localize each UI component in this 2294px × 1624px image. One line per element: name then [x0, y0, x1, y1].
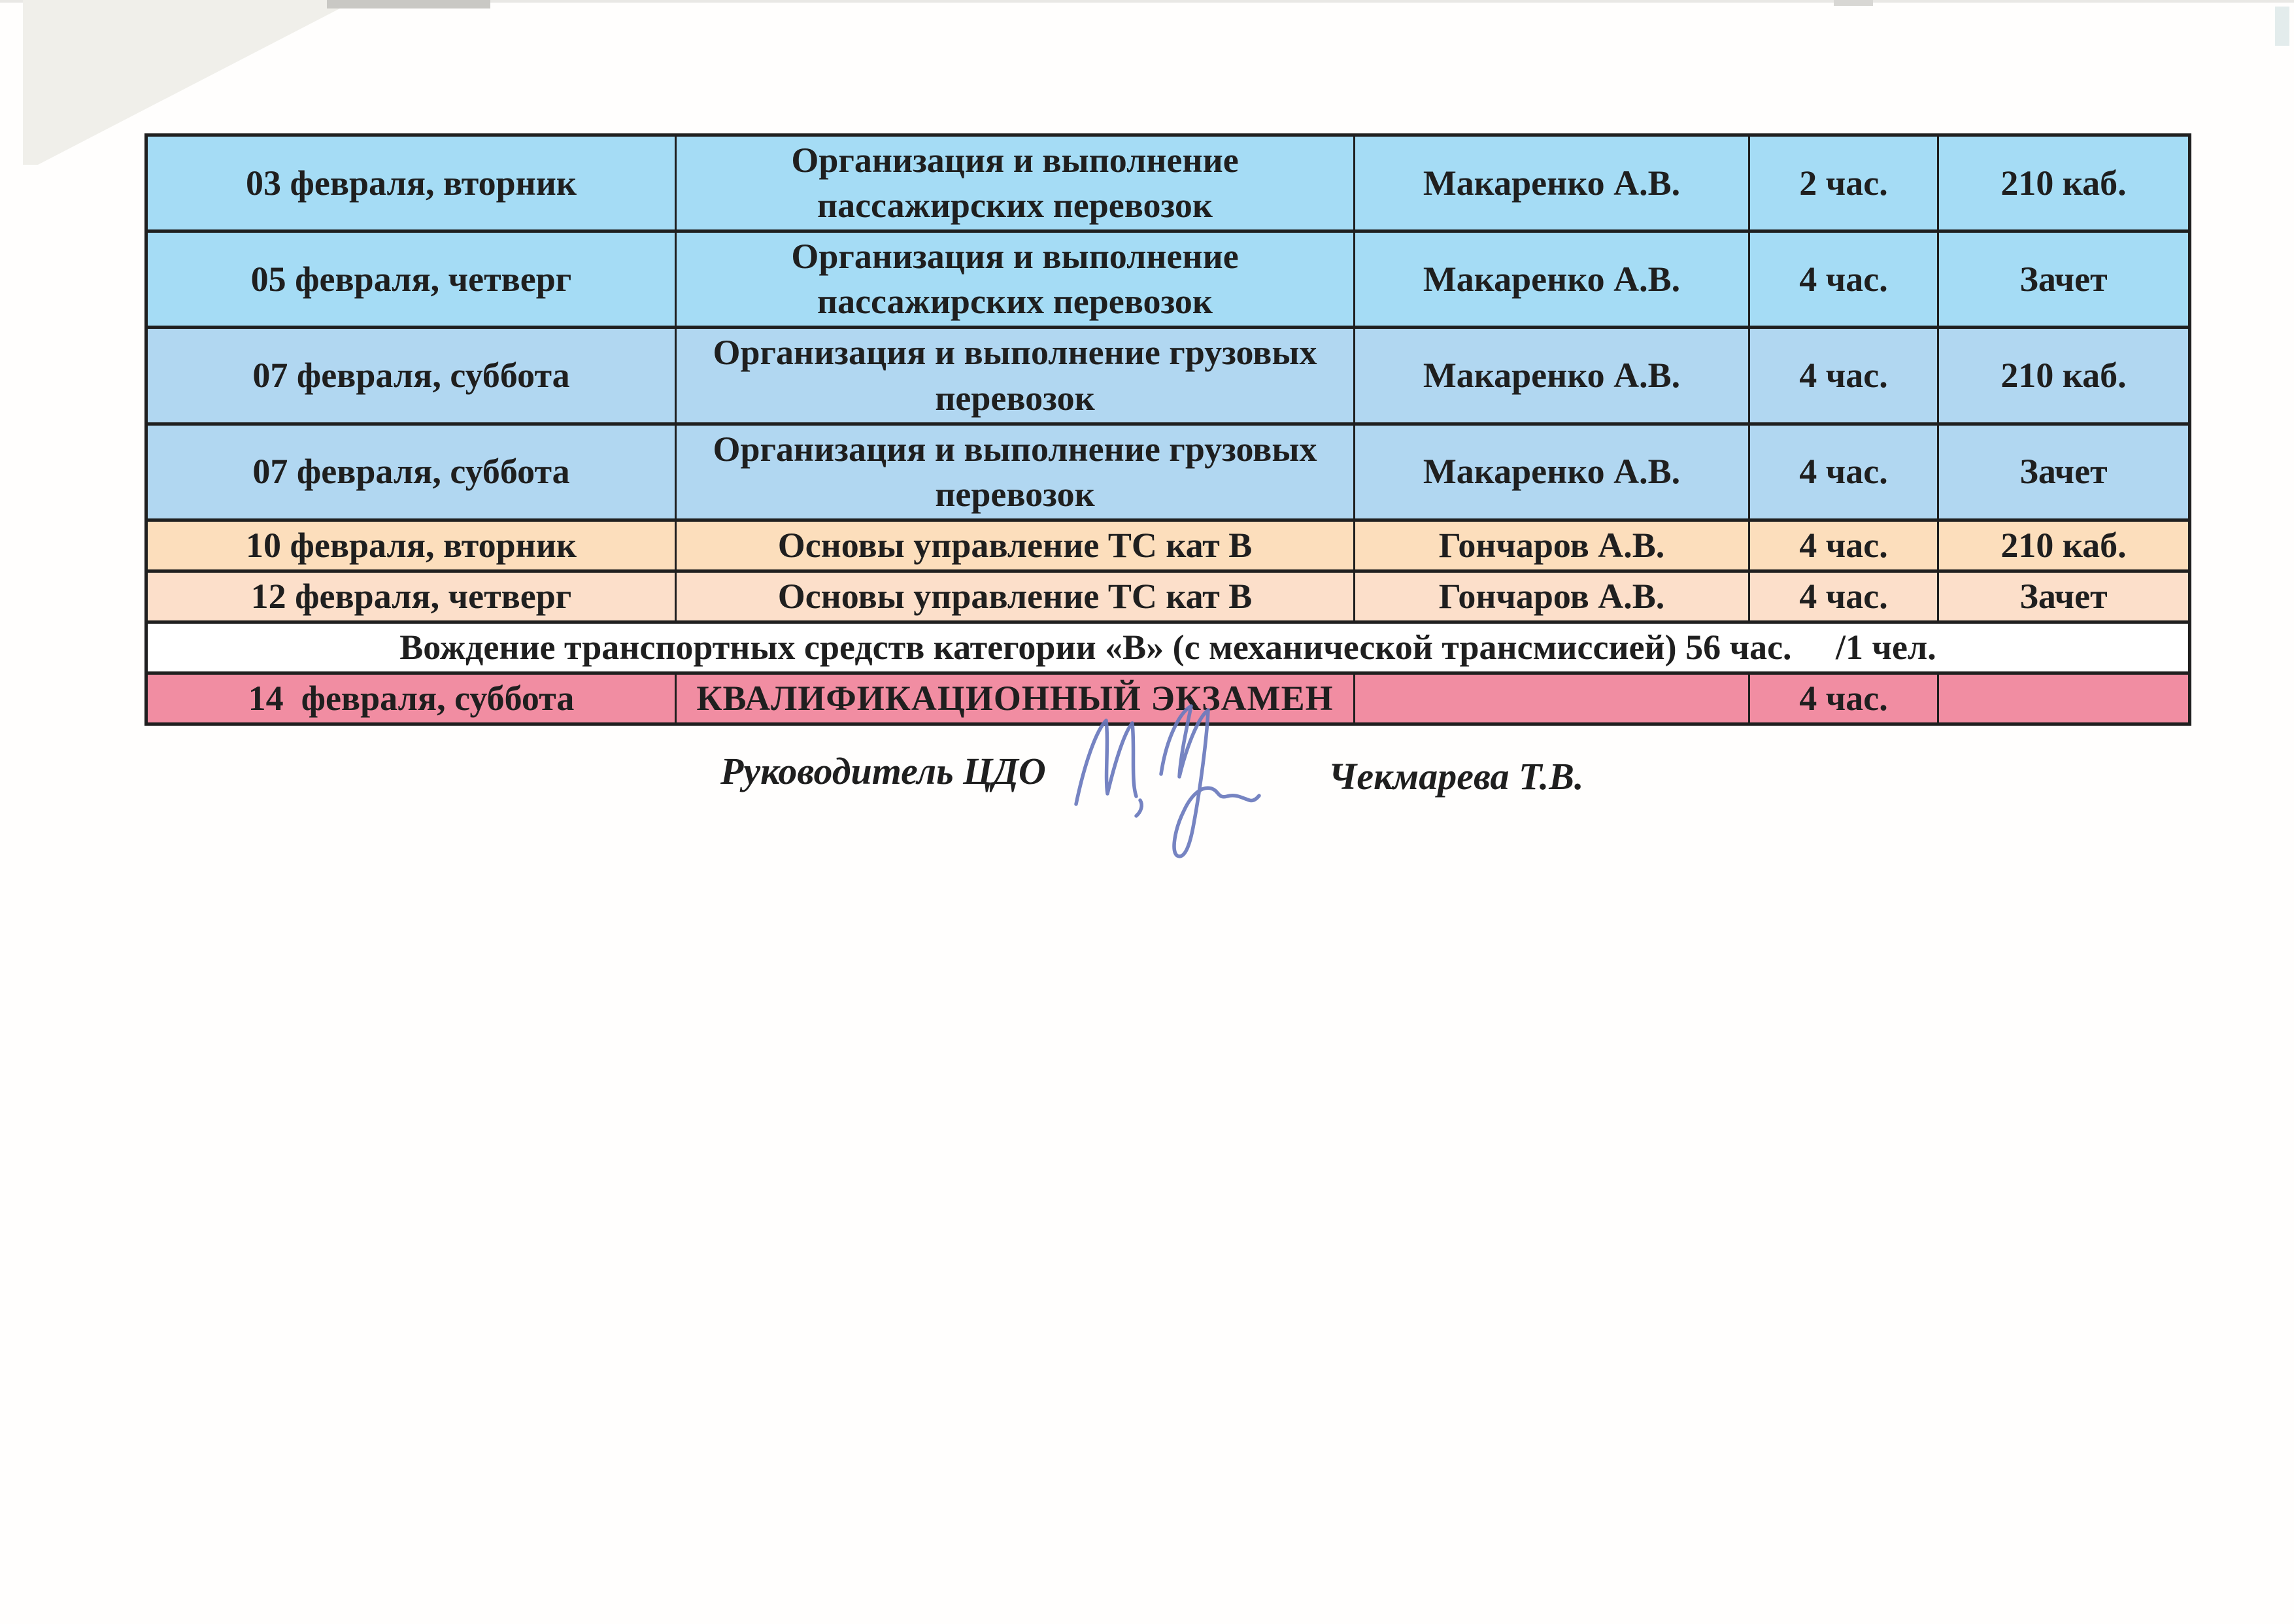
- cell-date: 03 февраля, вторник: [146, 135, 676, 231]
- cell-room: Зачет: [1938, 424, 2190, 520]
- table-row-driving: [146, 622, 2190, 673]
- cell-hours: 4 час.: [1749, 520, 1938, 571]
- cell-room: [1938, 673, 2190, 724]
- cell-teacher: [1355, 673, 1749, 724]
- cell-hours: 4 час.: [1749, 673, 1938, 724]
- cell-subject: Основы управление ТС кат В: [676, 520, 1355, 571]
- table-row: [146, 571, 2190, 622]
- cell-date: 12 февраля, четверг: [146, 571, 676, 622]
- table-row: [146, 424, 2190, 520]
- scan-artifact-speck: [1834, 0, 1873, 6]
- cell-room: 210 каб.: [1938, 520, 2190, 571]
- cell-teacher: Макаренко А.В.: [1355, 328, 1749, 424]
- handwritten-signature: [1067, 688, 1263, 871]
- cell-teacher: Макаренко А.В.: [1355, 424, 1749, 520]
- scan-artifact-corner-strip: [327, 0, 490, 8]
- table-row: [146, 135, 2190, 231]
- signature-role-label: Руководитель ЦДО: [720, 750, 1046, 792]
- table-row: [146, 520, 2190, 571]
- cell-subject: Организация и выполнение пассажирских перевозок: [676, 135, 1355, 231]
- cell-date: 05 февраля, четверг: [146, 231, 676, 328]
- cell-hours: 4 час.: [1749, 571, 1938, 622]
- cell-date: 14 февраля, суббота: [146, 673, 676, 724]
- cell-room: Зачет: [1938, 571, 2190, 622]
- cell-subject: КВАЛИФИКАЦИОННЫЙ ЭКЗАМЕН: [676, 673, 1355, 724]
- cell-hours: 2 час.: [1749, 135, 1938, 231]
- cell-subject: Основы управление ТС кат В: [676, 571, 1355, 622]
- cell-hours: 4 час.: [1749, 231, 1938, 328]
- cell-teacher: Макаренко А.В.: [1355, 135, 1749, 231]
- cell-driving-note: Вождение транспортных средств категории «В» (с механической трансмиссией) 56 час. /1 чел.: [146, 622, 2190, 673]
- cell-room: Зачет: [1938, 231, 2190, 328]
- cell-date: 10 февраля, вторник: [146, 520, 676, 571]
- schedule-table: [144, 133, 2191, 726]
- table-row: [146, 231, 2190, 328]
- signature-name: Чекмарева Т.В.: [1328, 755, 1584, 798]
- cell-room: 210 каб.: [1938, 328, 2190, 424]
- cell-hours: 4 час.: [1749, 328, 1938, 424]
- cell-hours: 4 час.: [1749, 424, 1938, 520]
- cell-date: 07 февраля, суббота: [146, 424, 676, 520]
- cell-room: 210 каб.: [1938, 135, 2190, 231]
- scan-artifact-speck: [2275, 7, 2289, 46]
- table-row: [146, 328, 2190, 424]
- cell-teacher: Макаренко А.В.: [1355, 231, 1749, 328]
- cell-teacher: Гончаров А.В.: [1355, 571, 1749, 622]
- cell-date: 07 февраля, суббота: [146, 328, 676, 424]
- cell-subject: Организация и выполнение грузовых перевозок: [676, 424, 1355, 520]
- cell-teacher: Гончаров А.В.: [1355, 520, 1749, 571]
- cell-subject: Организация и выполнение пассажирских перевозок: [676, 231, 1355, 328]
- cell-subject: Организация и выполнение грузовых перевозок: [676, 328, 1355, 424]
